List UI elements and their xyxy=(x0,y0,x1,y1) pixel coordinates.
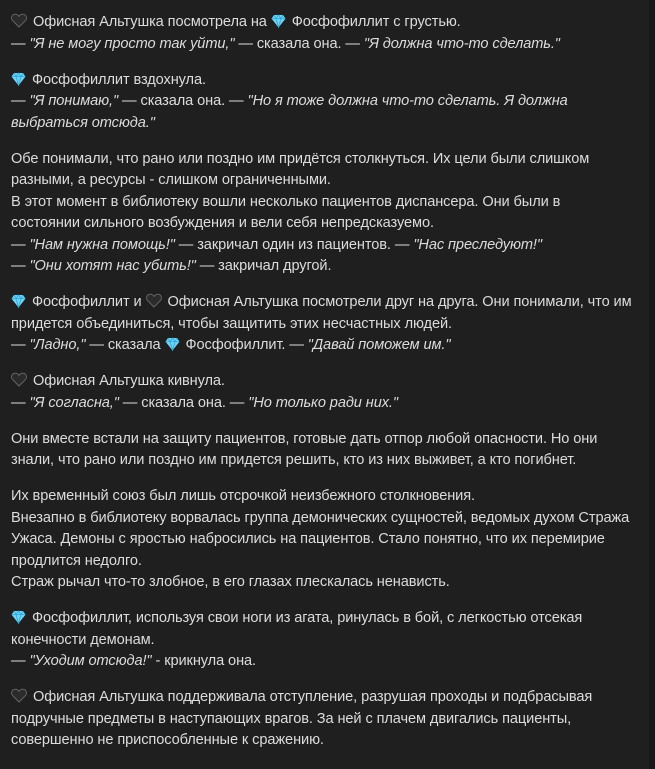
character-name: Фосфофиллит, xyxy=(31,610,132,626)
gem-icon xyxy=(11,294,26,308)
gem-icon xyxy=(165,337,180,351)
paragraph-4: Фосфофиллит и Офисная Альтушка посмотрели друг на друга. Они понимали, что им придется объединиться, чтобы защитить этих несчастных людей. — "Ладно," — сказала Фосфофиллит. — "Давай поможем им." xyxy=(11,294,632,353)
paragraph-5: Офисная Альтушка кивнула. — "Я согласна," — сказала она. — "Но только ради них." xyxy=(11,373,398,411)
paragraph-9: Офисная Альтушка поддерживала отступление, разрушая проходы и подбрасывая подручные предметы в наступающих врагов. За ней с плачем двигались пациенты, совершенно не приспособленные к сражению. xyxy=(11,689,593,748)
character-name: Офисная Альтушка xyxy=(32,14,164,30)
character-name: Фосфофиллит xyxy=(31,71,130,88)
character-name: Фосфофиллит xyxy=(291,14,390,30)
quote: "Уходим отсюда!" xyxy=(29,653,152,669)
quote: "Ладно," xyxy=(29,337,86,353)
quote: "Я должна что-то сделать." xyxy=(363,35,560,52)
quote: "Но я тоже должна что-то сделать. Я должна выбраться отсюда." xyxy=(11,93,568,131)
story-text xyxy=(11,12,633,752)
paragraph-8: Фосфофиллит, используя свои ноги из агата, ринулась в бой, с легкостью отсекая конечности демонам. — "Уходим отсюда!" - крикнула она. xyxy=(11,610,583,669)
paragraph-3: Обе понимали, что рано или поздно им придётся столкнуться. Их цели были слишком разными, а ресурсы - слишком ограниченными. В этот момент в библиотеку вошли несколько пациентов диспансера. Они были в состоянии сильного возбуждения и вели себя непредсказуемо. — "Нам нужна помощь!" — закричал один из пациентов. — "Нас преследуют!" — "Они хотят нас убить!" — закричал другой. xyxy=(11,150,590,274)
character-name: Фосфофиллит. — xyxy=(185,337,304,353)
paragraph-6: Они вместе встали на защиту пациентов, готовые дать отпор любой опасности. Но они знали, что рано или поздно им придется решить, кто из них выживет, а кто погибнет. xyxy=(11,430,598,468)
paragraph-7: Их временный союз был лишь отсрочкой неизбежного столкновения. Внезапно в библиотеку ворвалась группа демонических сущностей, ведомых духом Стража Ужаса. Демоны с яростью набросились на пациентов. Стало понятно, что их перемирие продлится недолго. Страж рычал что-то злобное, в его глазах плескалась ненависть. xyxy=(11,488,630,590)
scrollbar-track[interactable] xyxy=(649,0,655,769)
character-name: Фосфофиллит xyxy=(31,294,130,310)
black-heart-icon xyxy=(11,13,27,28)
paragraph-2: Фосфофиллит вздохнула. — "Я понимаю," — сказала она. — "Но я тоже должна что-то сделать. Я должна выбраться отсюда." xyxy=(11,71,568,131)
black-heart-icon xyxy=(11,688,27,703)
quote: "Они хотят нас убить!" xyxy=(29,258,196,274)
black-heart-icon xyxy=(11,372,27,387)
quote: "Я согласна," xyxy=(29,394,119,411)
quote: "Я не могу просто так уйти," xyxy=(29,35,235,52)
character-name: Офисная Альтушка xyxy=(167,294,299,310)
paragraph-1: Офисная Альтушка посмотрела на Фосфофиллит с грустью. — "Я не могу просто так уйти," — сказала она. — "Я должна что-то сделать." xyxy=(11,14,560,52)
character-name: Офисная Альтушка xyxy=(32,373,164,389)
gem-icon xyxy=(11,72,26,86)
quote: "Нас преследуют!" xyxy=(413,236,542,253)
quote: "Я понимаю," xyxy=(29,93,119,109)
black-heart-icon xyxy=(146,293,162,308)
character-name: Офисная Альтушка xyxy=(32,689,164,705)
gem-icon xyxy=(11,610,26,624)
quote: "Нам нужна помощь!" xyxy=(29,236,175,253)
quote: "Но только ради них." xyxy=(248,394,398,411)
quote: "Давай поможем им." xyxy=(307,337,451,353)
gem-icon xyxy=(271,14,286,28)
